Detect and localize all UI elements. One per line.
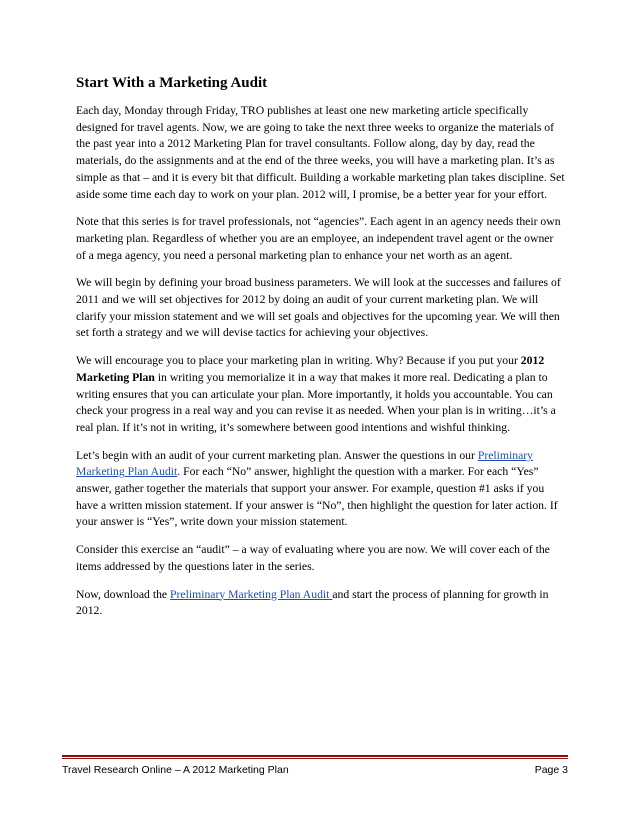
paragraph-download-text-a: Now, download the bbox=[76, 587, 171, 601]
page-content bbox=[76, 74, 566, 631]
paragraph-intro: Each day, Monday through Friday, TRO publishes at least one new marketing article specifically designed for travel agents. Now, we are going to take the next three weeks to organize the materials of the past year into a 2012 Marketing Plan for travel consultants. Follow along, day by day, read the materials, do the assignments and at the end of the three weeks, you will have a marketing plan. It’s as simple as that – and it is every bit that difficult. Building a workable marketing plan takes discipline. Set aside some time each day to work on your plan. 2012 will, I promise, be a better year for your effort. bbox=[76, 104, 565, 201]
paragraph-writing bbox=[76, 353, 566, 437]
footer-rule-thin bbox=[62, 758, 568, 759]
page-title: Start With a Marketing Audit bbox=[76, 75, 268, 91]
paragraph-writing-text-a: We will encourage you to place your marketing plan in writing. Why? Because if you put your bbox=[76, 354, 521, 368]
paragraph-audit-text-b: . For each “No” answer, highlight the question with a marker. For each “Yes” answer, gather together the materials that support your answer. For example, question #1 asks if you have a written mission statement. If your answer is “No”, then highlight the question for later action. If your answer is “Yes”, write down your mission statement. bbox=[76, 465, 558, 529]
paragraph-download-text-b: and start the process of planning for growth in 2012. bbox=[76, 587, 549, 618]
paragraph-audience: Note that this series is for travel professionals, not “agencies”. Each agent in an agency needs their own marketing plan. Regardless of whether you are an employee, an independent travel agent or the owner of a mega agency, you need a personal marketing plan to enhance your net worth as an agent. bbox=[76, 215, 561, 262]
audit-link-2[interactable]: Preliminary Marketing Plan Audit bbox=[170, 587, 333, 601]
footer-title: Travel Research Online – A 2012 Marketing Plan bbox=[62, 764, 289, 776]
paragraph-writing-bold: 2012 Marketing Plan bbox=[76, 354, 545, 384]
paragraph-download bbox=[76, 587, 566, 620]
paragraph-parameters: We will begin by defining your broad business parameters. We will look at the successes and failures of 2011 and we will set objectives for 2012 by doing an audit of your current marketing plan. We will clarify your mission statement and we will set goals and objectives for the upcoming year. We will then set forth a strategy and we will devise tactics for achieving your objectives. bbox=[76, 276, 561, 340]
audit-link-1[interactable]: Preliminary Marketing Plan Audit bbox=[76, 448, 534, 479]
paragraph-audit bbox=[76, 448, 566, 532]
footer-rule bbox=[62, 755, 568, 757]
paragraph-exercise: Consider this exercise an “audit” – a way of evaluating where you are now. We will cover each of the items addressed by the questions later in the series. bbox=[76, 543, 550, 573]
paragraph-writing-text-b: in writing you memorialize it in a way that makes it more real. Dedicating a plan to writing ensures that you can articulate your plan. More importantly, it holds you accountable. You can check your progress in a real way and you can revise it as needed. When your plan is in writing…it’s a real plan. If it’s not in writing, it’s somewhere between good intentions and wishful thinking. bbox=[76, 370, 556, 434]
page-footer bbox=[62, 764, 568, 776]
page-number: Page 3 bbox=[534, 764, 568, 776]
paragraph-audit-text-a: Let’s begin with an audit of your current marketing plan. Answer the questions in our bbox=[76, 448, 478, 462]
